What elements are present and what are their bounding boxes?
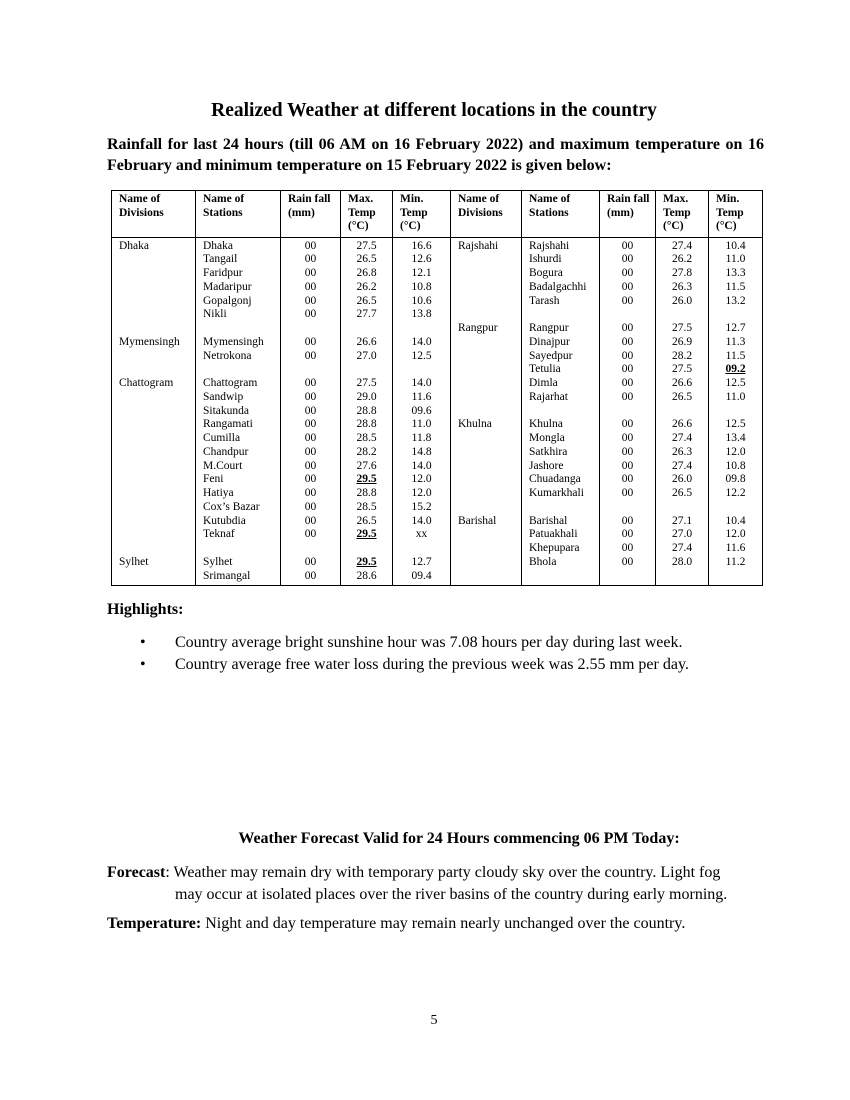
station-cell: Rajshahi (529, 239, 570, 252)
rainfall-cell: 00 (621, 349, 634, 362)
station-cell: Kumarkhali (529, 487, 584, 499)
division-cell (119, 432, 192, 446)
max-temp-cell: 26.0 (671, 294, 693, 307)
highlights-list (140, 632, 689, 676)
rainfall-cell: 00 (621, 459, 634, 472)
division-cell (119, 267, 192, 281)
forecast-text-line2: may occur at isolated places over the river basins of the country during early morning. (175, 885, 728, 903)
rainfall-cell: 00 (304, 390, 317, 403)
rainfall-cell: 00 (621, 514, 634, 527)
left-stations-column (196, 237, 281, 586)
bullet-icon: • (140, 656, 146, 673)
rainfall-cell: 00 (621, 294, 634, 307)
header-min-temp: Min. Temp (°C) (393, 191, 451, 238)
division-cell (458, 281, 518, 295)
rainfall-cell: 00 (621, 280, 634, 293)
division-cell (119, 281, 192, 295)
max-temp-cell (341, 322, 392, 336)
rainfall-cell: 00 (304, 569, 317, 582)
min-temp-cell: 11.3 (725, 335, 746, 348)
max-temp-cell: 27.4 (671, 459, 693, 472)
temperature-paragraph (107, 915, 685, 933)
station-cell: Madaripur (203, 280, 252, 293)
min-temp-cell: 13.8 (411, 308, 432, 321)
max-temp-cell: 27.5 (671, 322, 693, 334)
max-temp-cell: 26.8 (356, 267, 377, 279)
max-temp-cell: 26.5 (356, 253, 377, 266)
right-divisions-column (451, 237, 522, 586)
max-temp-cell: 26.6 (671, 418, 693, 431)
division-cell (458, 336, 518, 350)
weather-table (111, 190, 763, 586)
station-cell: Barishal (529, 514, 568, 527)
station-cell: Sitakunda (203, 404, 249, 417)
rainfall-cell: 00 (621, 487, 634, 499)
station-cell: Srimangal (203, 569, 251, 582)
station-cell: Cumilla (203, 432, 241, 444)
min-temp-cell: 13.2 (725, 294, 746, 307)
rainfall-cell: 00 (621, 322, 634, 334)
rainfall-cell (281, 322, 340, 336)
division-cell (458, 253, 518, 267)
station-cell: Jashore (529, 459, 564, 472)
division-cell (458, 528, 518, 542)
max-temp-cell: 27.0 (671, 528, 693, 541)
min-temp-cell: 12.0 (725, 528, 746, 541)
header-division: Name of Divisions (112, 191, 196, 238)
division-cell (119, 460, 192, 474)
min-temp-cell: 09.4 (411, 569, 432, 582)
rainfall-cell: 00 (304, 253, 317, 266)
division-cell (458, 487, 518, 501)
division-cell: Mymensingh (119, 335, 180, 348)
station-cell: Netrokona (203, 349, 252, 362)
min-temp-cell: 11.0 (411, 418, 432, 431)
header-rainfall-right: Rain fall (mm) (600, 191, 656, 238)
max-temp-cell: 28.8 (356, 404, 377, 417)
division-cell (119, 405, 192, 419)
rainfall-cell: 00 (304, 555, 317, 568)
max-temp-cell: 27.5 (671, 363, 693, 376)
min-temp-cell: 11.2 (725, 555, 746, 568)
rainfall-cell: 00 (304, 377, 317, 389)
division-cell (119, 308, 192, 322)
division-cell (458, 308, 518, 322)
division-cell (119, 350, 192, 364)
min-temp-cell: 09.6 (411, 404, 432, 417)
temperature-text: Night and day temperature may remain nearly unchanged over the country. (201, 915, 686, 932)
max-temp-cell: 27.8 (671, 267, 693, 279)
highlight-text: Country average bright sunshine hour was 7.08 hours per day during last week. (175, 634, 683, 651)
forecast-label: Forecast (107, 864, 166, 881)
max-temp-cell: 26.5 (671, 487, 693, 499)
max-temp-cell: 27.4 (671, 239, 693, 252)
division-cell (458, 391, 518, 405)
table-body (112, 237, 763, 586)
max-temp-cell: 26.3 (671, 445, 693, 458)
division-cell (458, 473, 518, 487)
table-header-row (112, 191, 763, 238)
station-cell: Dimla (529, 377, 558, 389)
division-cell (458, 267, 518, 281)
rainfall-cell: 00 (621, 335, 634, 348)
division-cell (119, 542, 192, 556)
min-temp-cell: 11.6 (411, 390, 432, 403)
rainfall-cell: 00 (621, 363, 634, 376)
station-cell: Hatiya (203, 487, 234, 499)
min-temp-cell: 12.0 (411, 473, 432, 486)
station-cell: Badalgachhi (529, 280, 587, 293)
max-temp-cell (656, 501, 708, 515)
max-temp-cell: 28.5 (356, 432, 377, 444)
rainfall-cell: 00 (621, 418, 634, 431)
division-cell: Chattogram (119, 377, 174, 389)
rainfall-cell: 00 (304, 473, 317, 486)
station-cell (203, 363, 277, 377)
max-temp-cell: 27.5 (356, 239, 377, 252)
forecast-text-line1: : Weather may remain dry with temporary party cloudy sky over the country. Light fog (165, 864, 721, 881)
division-cell (119, 322, 192, 336)
header-rainfall: Rain fall (mm) (281, 191, 341, 238)
min-temp-cell: 11.8 (411, 432, 432, 444)
division-cell (458, 570, 518, 584)
max-temp-cell: 29.5 (356, 555, 377, 568)
rainfall-cell (281, 363, 340, 377)
max-temp-cell: 26.0 (671, 473, 693, 486)
division-cell (458, 501, 518, 515)
min-temp-cell: 12.1 (411, 267, 432, 279)
rainfall-cell (281, 542, 340, 556)
max-temp-cell: 28.8 (356, 418, 377, 431)
max-temp-cell (656, 405, 708, 419)
station-cell: Faridpur (203, 267, 243, 279)
division-cell (119, 473, 192, 487)
station-cell: Dhaka (203, 239, 234, 252)
min-temp-cell: 14.0 (411, 335, 432, 348)
max-temp-cell: 26.5 (356, 294, 377, 307)
min-temp-cell: 12.5 (411, 349, 432, 362)
station-cell: Gopalgonj (203, 294, 252, 307)
max-temp-cell: 26.5 (671, 390, 693, 403)
header-min-temp-right: Min. Temp (°C) (709, 191, 763, 238)
rainfall-cell: 00 (621, 390, 634, 403)
division-cell (119, 446, 192, 460)
min-temp-cell: 10.6 (411, 294, 432, 307)
min-temp-cell: 14.0 (411, 514, 432, 527)
station-cell: Mymensingh (203, 335, 264, 348)
max-temp-cell: 29.5 (356, 528, 377, 541)
max-temp-cell: 26.3 (671, 280, 693, 293)
rainfall-cell (600, 308, 655, 322)
left-max-temp-column (341, 237, 393, 586)
max-temp-cell (656, 570, 708, 584)
rainfall-cell: 00 (304, 528, 317, 541)
left-divisions-column (112, 237, 196, 586)
station-cell: Tangail (203, 253, 238, 266)
station-cell: Tetulia (529, 363, 561, 376)
max-temp-cell: 26.6 (671, 377, 693, 389)
station-cell: Ishurdi (529, 253, 562, 266)
rainfall-cell: 00 (304, 308, 317, 321)
max-temp-cell: 26.6 (356, 335, 377, 348)
division-cell (119, 528, 192, 542)
min-temp-cell: 12.5 (725, 377, 746, 389)
division-cell (458, 295, 518, 309)
min-temp-cell: xx (415, 528, 428, 541)
min-temp-cell: 16.6 (411, 239, 432, 252)
rainfall-cell: 00 (304, 349, 317, 362)
station-cell: Rangamati (203, 418, 253, 431)
division-cell (458, 542, 518, 556)
rainfall-cell: 00 (621, 239, 634, 252)
left-min-temp-column (393, 237, 451, 586)
rainfall-cell (600, 570, 655, 584)
station-cell (203, 542, 277, 556)
rainfall-cell: 00 (304, 445, 317, 458)
page-title: Realized Weather at different locations in the country (211, 100, 657, 121)
min-temp-cell: 12.7 (411, 555, 432, 568)
rainfall-cell: 00 (621, 555, 634, 568)
max-temp-cell: 27.4 (671, 432, 693, 444)
division-cell (119, 295, 192, 309)
max-temp-cell: 27.5 (356, 377, 377, 389)
min-temp-cell: 11.0 (725, 253, 746, 266)
min-temp-cell: 10.4 (725, 239, 746, 252)
station-cell: Rajarhat (529, 390, 568, 403)
rainfall-cell (600, 501, 655, 515)
max-temp-cell: 29.0 (356, 390, 377, 403)
rainfall-cell: 00 (304, 500, 317, 513)
max-temp-cell (341, 363, 392, 377)
station-cell: Khulna (529, 418, 563, 431)
station-cell: M.Court (203, 459, 243, 472)
station-cell: Khepupara (529, 542, 580, 554)
min-temp-cell: 10.8 (725, 459, 746, 472)
division-cell: Khulna (458, 418, 492, 431)
highlights-heading: Highlights: (107, 601, 184, 618)
division-cell: Rangpur (458, 322, 498, 334)
station-cell: Kutubdia (203, 514, 246, 527)
division-cell (119, 570, 192, 584)
station-cell: Tarash (529, 294, 560, 307)
right-max-temp-column (656, 237, 709, 586)
division-cell: Rajshahi (458, 239, 499, 252)
min-temp-cell: 12.0 (411, 487, 432, 499)
station-cell: Dinajpur (529, 335, 570, 348)
rainfall-cell: 00 (621, 542, 634, 554)
header-division-right: Name of Divisions (451, 191, 522, 238)
station-cell: Nikli (203, 308, 227, 321)
forecast-paragraph (107, 862, 767, 905)
max-temp-cell (656, 308, 708, 322)
max-temp-cell: 26.9 (671, 335, 693, 348)
division-cell: Barishal (458, 514, 497, 527)
rainfall-cell: 00 (304, 432, 317, 444)
station-cell: Mongla (529, 432, 565, 444)
min-temp-cell: 11.5 (725, 280, 746, 293)
station-cell: Chattogram (203, 377, 258, 389)
bullet-icon: • (140, 634, 146, 651)
division-cell (458, 405, 518, 419)
page-number: 5 (430, 1013, 438, 1028)
max-temp-cell: 27.4 (671, 542, 693, 554)
header-stations: Name of Stations (196, 191, 281, 238)
min-temp-cell: 10.8 (411, 280, 432, 293)
max-temp-cell: 27.0 (356, 349, 377, 362)
division-cell (458, 363, 518, 377)
min-temp-cell: 09.8 (725, 473, 746, 486)
max-temp-cell: 26.2 (356, 280, 377, 293)
rainfall-cell: 00 (621, 432, 634, 444)
max-temp-cell: 27.1 (671, 514, 693, 527)
rainfall-cell (600, 405, 655, 419)
rainfall-cell: 00 (304, 514, 317, 527)
station-cell: Bhola (529, 555, 557, 568)
division-cell (119, 253, 192, 267)
right-rainfall-column (600, 237, 656, 586)
min-temp-cell: 12.6 (411, 253, 432, 266)
forecast-heading: Weather Forecast Valid for 24 Hours commencing 06 PM Today: (238, 830, 680, 847)
min-temp-cell: 14.8 (411, 445, 432, 458)
rainfall-cell: 00 (621, 253, 634, 266)
rainfall-cell: 00 (304, 335, 317, 348)
max-temp-cell: 27.6 (356, 459, 377, 472)
max-temp-cell: 28.2 (356, 445, 377, 458)
station-cell: Bogura (529, 267, 563, 279)
rainfall-cell: 00 (304, 280, 317, 293)
station-cell: Rangpur (529, 322, 569, 334)
min-temp-cell: 12.7 (725, 322, 746, 334)
min-temp-cell: 13.4 (725, 432, 746, 444)
highlight-item (140, 632, 689, 654)
division-cell: Dhaka (119, 239, 150, 252)
min-temp-cell: 12.0 (725, 445, 746, 458)
station-cell: Patuakhali (529, 528, 578, 541)
station-cell: Sayedpur (529, 349, 573, 362)
division-cell (458, 556, 518, 570)
max-temp-cell: 28.6 (356, 569, 377, 582)
division-cell (119, 501, 192, 515)
max-temp-cell: 28.2 (671, 349, 693, 362)
division-cell: Sylhet (119, 555, 149, 568)
max-temp-cell: 28.0 (671, 555, 693, 568)
max-temp-cell (341, 542, 392, 556)
division-cell (119, 391, 192, 405)
min-temp-cell: 15.2 (411, 500, 432, 513)
rainfall-cell: 00 (621, 267, 634, 279)
min-temp-cell: 09.2 (725, 363, 746, 376)
min-temp-cell: 11.6 (725, 542, 746, 554)
station-cell: Feni (203, 473, 224, 486)
temperature-label: Temperature: (107, 915, 202, 932)
division-cell (458, 377, 518, 391)
division-cell (458, 446, 518, 460)
min-temp-cell (393, 322, 450, 336)
rainfall-cell: 00 (304, 487, 317, 499)
station-cell: Sandwip (203, 390, 244, 403)
station-cell (529, 501, 596, 515)
station-cell (203, 322, 277, 336)
division-cell (119, 487, 192, 501)
left-rainfall-column (281, 237, 341, 586)
max-temp-cell: 27.7 (356, 308, 377, 321)
division-cell (458, 350, 518, 364)
station-cell: Chandpur (203, 445, 249, 458)
min-temp-cell: 12.5 (725, 418, 746, 431)
min-temp-cell: 11.0 (725, 390, 746, 403)
rainfall-cell: 00 (304, 239, 317, 252)
min-temp-cell (709, 308, 762, 322)
min-temp-cell (709, 405, 762, 419)
max-temp-cell: 29.5 (356, 473, 377, 486)
station-cell (529, 308, 596, 322)
highlight-item (140, 654, 689, 676)
min-temp-cell: 12.2 (725, 487, 746, 499)
highlight-text: Country average free water loss during the previous week was 2.55 mm per day. (175, 656, 689, 673)
division-cell (458, 460, 518, 474)
rainfall-cell: 00 (621, 377, 634, 389)
min-temp-cell: 14.0 (411, 459, 432, 472)
rainfall-cell: 00 (304, 267, 317, 279)
intro-paragraph: Rainfall for last 24 hours (till 06 AM on 16 February 2022) and maximum temperature on 16 February and minimum temperature on 15 February 2022 is given below: (107, 136, 764, 174)
division-cell (119, 515, 192, 529)
division-cell (119, 363, 192, 377)
rainfall-cell: 00 (304, 459, 317, 472)
max-temp-cell: 28.8 (356, 487, 377, 499)
max-temp-cell: 26.5 (356, 514, 377, 527)
rainfall-cell: 00 (621, 473, 634, 486)
max-temp-cell: 26.2 (671, 253, 693, 266)
division-cell (458, 432, 518, 446)
rainfall-cell: 00 (621, 528, 634, 541)
right-stations-column (522, 237, 600, 586)
station-cell: Sylhet (203, 555, 233, 568)
rainfall-cell: 00 (304, 294, 317, 307)
min-temp-cell (709, 570, 762, 584)
min-temp-cell: 14.0 (411, 377, 432, 389)
header-max-temp: Max. Temp (°C) (341, 191, 393, 238)
station-cell: Chuadanga (529, 473, 581, 486)
min-temp-cell (393, 542, 450, 556)
division-cell (119, 418, 192, 432)
min-temp-cell (393, 363, 450, 377)
station-cell (529, 405, 596, 419)
header-max-temp-right: Max. Temp (°C) (656, 191, 709, 238)
min-temp-cell: 10.4 (725, 514, 746, 527)
station-cell: Cox’s Bazar (203, 500, 260, 513)
min-temp-cell (709, 501, 762, 515)
station-cell: Satkhira (529, 445, 568, 458)
station-cell (529, 570, 596, 584)
header-stations-right: Name of Stations (522, 191, 600, 238)
right-min-temp-column (709, 237, 763, 586)
rainfall-cell: 00 (304, 418, 317, 431)
station-cell: Teknaf (203, 528, 235, 541)
rainfall-cell: 00 (304, 404, 317, 417)
min-temp-cell: 11.5 (725, 349, 746, 362)
max-temp-cell: 28.5 (356, 500, 377, 513)
rainfall-cell: 00 (621, 445, 634, 458)
min-temp-cell: 13.3 (725, 267, 746, 279)
